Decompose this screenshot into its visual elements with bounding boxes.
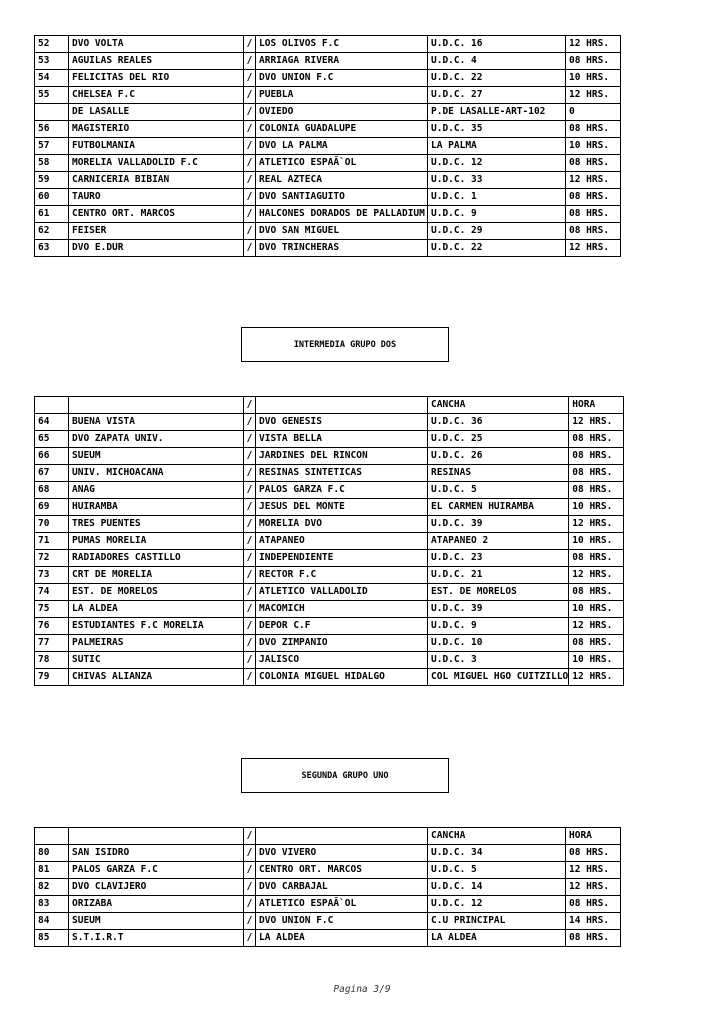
field-name: CANCHA — [428, 397, 569, 414]
table-row — [35, 431, 624, 448]
table-row — [35, 465, 624, 482]
match-number: 67 — [35, 465, 69, 482]
home-team: UNIV. MICHOACANA — [69, 465, 244, 482]
match-time: 10 HRS. — [569, 499, 624, 516]
field-name: U.D.C. 4 — [428, 53, 566, 70]
separator: / — [244, 155, 256, 172]
home-team: HUIRAMBA — [69, 499, 244, 516]
separator: / — [244, 533, 256, 550]
match-time: 08 HRS. — [569, 465, 624, 482]
match-number: 53 — [35, 53, 69, 70]
field-name: U.D.C. 14 — [428, 879, 566, 896]
separator: / — [244, 189, 256, 206]
home-team: EST. DE MORELOS — [69, 584, 244, 601]
match-number: 63 — [35, 240, 69, 257]
field-name: U.D.C. 23 — [428, 550, 569, 567]
separator: / — [244, 87, 256, 104]
field-name: U.D.C. 39 — [428, 516, 569, 533]
field-name: U.D.C. 39 — [428, 601, 569, 618]
match-time: HORA — [566, 828, 621, 845]
field-name: LA ALDEA — [428, 930, 566, 947]
table-row — [35, 223, 621, 240]
match-number: 62 — [35, 223, 69, 240]
separator: / — [244, 669, 256, 686]
table-row — [35, 155, 621, 172]
match-number: 54 — [35, 70, 69, 87]
match-number: 64 — [35, 414, 69, 431]
match-number: 78 — [35, 652, 69, 669]
field-name: U.D.C. 16 — [428, 36, 566, 53]
match-number: 59 — [35, 172, 69, 189]
match-time: 08 HRS. — [569, 550, 624, 567]
field-name: U.D.C. 22 — [428, 70, 566, 87]
field-name: U.D.C. 35 — [428, 121, 566, 138]
home-team: CRT DE MORELIA — [69, 567, 244, 584]
match-time: 08 HRS. — [566, 845, 621, 862]
away-team: PALOS GARZA F.C — [256, 482, 428, 499]
table-row — [35, 172, 621, 189]
away-team: LOS OLIVOS F.C — [256, 36, 428, 53]
field-name: EL CARMEN HUIRAMBA — [428, 499, 569, 516]
table-row — [35, 70, 621, 87]
home-team: TRES PUENTES — [69, 516, 244, 533]
away-team — [256, 397, 428, 414]
home-team: DVO CLAVIJERO — [69, 879, 244, 896]
separator: / — [244, 206, 256, 223]
field-name: U.D.C. 10 — [428, 635, 569, 652]
home-team: MORELIA VALLADOLID F.C — [69, 155, 244, 172]
table-row — [35, 845, 621, 862]
match-time: 12 HRS. — [566, 862, 621, 879]
table-row — [35, 635, 624, 652]
match-number: 83 — [35, 896, 69, 913]
match-time: 08 HRS. — [566, 206, 621, 223]
away-team: DVO UNION F.C — [256, 70, 428, 87]
separator: / — [244, 414, 256, 431]
section-title-segunda: SEGUNDA GRUPO UNO — [241, 758, 449, 793]
field-name: U.D.C. 5 — [428, 862, 566, 879]
home-team: DVO E.DUR — [69, 240, 244, 257]
table-row — [35, 533, 624, 550]
away-team: DVO CARBAJAL — [256, 879, 428, 896]
separator: / — [244, 397, 256, 414]
separator: / — [244, 431, 256, 448]
match-number: 76 — [35, 618, 69, 635]
home-team: CHIVAS ALIANZA — [69, 669, 244, 686]
match-time: 12 HRS. — [569, 567, 624, 584]
match-number: 70 — [35, 516, 69, 533]
match-time: 10 HRS. — [569, 601, 624, 618]
separator: / — [244, 584, 256, 601]
field-name: ATAPANEO 2 — [428, 533, 569, 550]
match-number: 61 — [35, 206, 69, 223]
match-number: 65 — [35, 431, 69, 448]
home-team: CENTRO ORT. MARCOS — [69, 206, 244, 223]
away-team: JARDINES DEL RINCON — [256, 448, 428, 465]
away-team: COLONIA MIGUEL HIDALGO — [256, 669, 428, 686]
table-row — [35, 618, 624, 635]
table-row — [35, 448, 624, 465]
table-header-row — [35, 397, 624, 414]
match-number: 81 — [35, 862, 69, 879]
match-time: 12 HRS. — [569, 414, 624, 431]
home-team: ANAG — [69, 482, 244, 499]
table-row — [35, 189, 621, 206]
away-team: ATLETICO ESPAÃ`OL — [256, 155, 428, 172]
table-row — [35, 414, 624, 431]
match-time: 08 HRS. — [566, 155, 621, 172]
home-team: FUTBOLMANIA — [69, 138, 244, 155]
away-team: DEPOR C.F — [256, 618, 428, 635]
match-time: 10 HRS. — [566, 138, 621, 155]
match-time: 08 HRS. — [569, 635, 624, 652]
home-team: DVO VOLTA — [69, 36, 244, 53]
separator: / — [244, 828, 256, 845]
field-name: LA PALMA — [428, 138, 566, 155]
home-team: PALMEIRAS — [69, 635, 244, 652]
match-time: 08 HRS. — [566, 223, 621, 240]
home-team: SUEUM — [69, 448, 244, 465]
match-time: 14 HRS. — [566, 913, 621, 930]
match-number: 80 — [35, 845, 69, 862]
field-name: U.D.C. 12 — [428, 155, 566, 172]
table-row — [35, 121, 621, 138]
separator: / — [244, 601, 256, 618]
match-time: 08 HRS. — [569, 482, 624, 499]
home-team: S.T.I.R.T — [69, 930, 244, 947]
table-row — [35, 482, 624, 499]
separator: / — [244, 499, 256, 516]
table-header-row — [35, 828, 621, 845]
table-row — [35, 669, 624, 686]
home-team: DE LASALLE — [69, 104, 244, 121]
table-row — [35, 87, 621, 104]
separator: / — [244, 550, 256, 567]
match-time: 10 HRS. — [569, 652, 624, 669]
match-number: 57 — [35, 138, 69, 155]
separator: / — [244, 172, 256, 189]
away-team: CENTRO ORT. MARCOS — [256, 862, 428, 879]
away-team: ATLETICO VALLADOLID — [256, 584, 428, 601]
table-row — [35, 584, 624, 601]
match-number: 58 — [35, 155, 69, 172]
match-number: 84 — [35, 913, 69, 930]
away-team: MORELIA DVO — [256, 516, 428, 533]
match-time: 08 HRS. — [566, 189, 621, 206]
match-number — [35, 104, 69, 121]
field-name: U.D.C. 27 — [428, 87, 566, 104]
match-time: 12 HRS. — [566, 240, 621, 257]
home-team: PALOS GARZA F.C — [69, 862, 244, 879]
away-team: OVIEDO — [256, 104, 428, 121]
table-row — [35, 550, 624, 567]
match-number: 85 — [35, 930, 69, 947]
home-team: SAN ISIDRO — [69, 845, 244, 862]
match-number — [35, 828, 69, 845]
away-team: LA ALDEA — [256, 930, 428, 947]
separator: / — [244, 138, 256, 155]
section-title-intermedia: INTERMEDIA GRUPO DOS — [241, 327, 449, 362]
match-number: 55 — [35, 87, 69, 104]
away-team: MACOMICH — [256, 601, 428, 618]
match-number: 79 — [35, 669, 69, 686]
field-name: U.D.C. 12 — [428, 896, 566, 913]
match-time: 0 — [566, 104, 621, 121]
home-team: DVO ZAPATA UNIV. — [69, 431, 244, 448]
home-team: PUMAS MORELIA — [69, 533, 244, 550]
away-team: DVO SANTIAGUITO — [256, 189, 428, 206]
field-name: U.D.C. 36 — [428, 414, 569, 431]
separator: / — [244, 53, 256, 70]
table-row — [35, 930, 621, 947]
home-team — [69, 828, 244, 845]
home-team: LA ALDEA — [69, 601, 244, 618]
separator: / — [244, 516, 256, 533]
separator: / — [244, 635, 256, 652]
home-team: ESTUDIANTES F.C MORELIA — [69, 618, 244, 635]
home-team: SUEUM — [69, 913, 244, 930]
separator: / — [244, 618, 256, 635]
table-row — [35, 879, 621, 896]
field-name: U.D.C. 1 — [428, 189, 566, 206]
separator: / — [244, 482, 256, 499]
field-name: CANCHA — [428, 828, 566, 845]
home-team: RADIADORES CASTILLO — [69, 550, 244, 567]
away-team: PUEBLA — [256, 87, 428, 104]
away-team: COLONIA GUADALUPE — [256, 121, 428, 138]
away-team: DVO ZIMPANIO — [256, 635, 428, 652]
home-team: FELICITAS DEL RIO — [69, 70, 244, 87]
field-name: U.D.C. 5 — [428, 482, 569, 499]
fixtures-table-3 — [34, 827, 621, 947]
match-number: 71 — [35, 533, 69, 550]
away-team: DVO GENESIS — [256, 414, 428, 431]
home-team: BUENA VISTA — [69, 414, 244, 431]
away-team: RECTOR F.C — [256, 567, 428, 584]
separator: / — [244, 652, 256, 669]
match-number: 68 — [35, 482, 69, 499]
field-name: EST. DE MORELOS — [428, 584, 569, 601]
field-name: U.D.C. 9 — [428, 618, 569, 635]
match-time: 12 HRS. — [566, 172, 621, 189]
field-name: COL MIGUEL HGO CUITZILLO — [428, 669, 569, 686]
field-name: U.D.C. 22 — [428, 240, 566, 257]
away-team: DVO LA PALMA — [256, 138, 428, 155]
match-number: 66 — [35, 448, 69, 465]
away-team: DVO VIVERO — [256, 845, 428, 862]
home-team — [69, 397, 244, 414]
separator: / — [244, 36, 256, 53]
match-time: 08 HRS. — [569, 431, 624, 448]
match-number: 77 — [35, 635, 69, 652]
match-time: 08 HRS. — [566, 53, 621, 70]
separator: / — [244, 567, 256, 584]
away-team: DVO UNION F.C — [256, 913, 428, 930]
away-team: ATAPANEO — [256, 533, 428, 550]
field-name: C.U PRINCIPAL — [428, 913, 566, 930]
page-number: Pagina 3/9 — [333, 984, 391, 995]
match-time: 12 HRS. — [566, 36, 621, 53]
separator: / — [244, 896, 256, 913]
away-team: JESUS DEL MONTE — [256, 499, 428, 516]
away-team: HALCONES DORADOS DE PALLADIUM — [256, 206, 428, 223]
away-team: VISTA BELLA — [256, 431, 428, 448]
match-time: 08 HRS. — [566, 930, 621, 947]
match-time: 10 HRS. — [566, 70, 621, 87]
separator: / — [244, 930, 256, 947]
match-number: 82 — [35, 879, 69, 896]
away-team: JALISCO — [256, 652, 428, 669]
match-number: 69 — [35, 499, 69, 516]
home-team: MAGISTERIO — [69, 121, 244, 138]
table-row — [35, 240, 621, 257]
separator: / — [244, 879, 256, 896]
field-name: P.DE LASALLE-ART-102 — [428, 104, 566, 121]
field-name: U.D.C. 9 — [428, 206, 566, 223]
match-number: 74 — [35, 584, 69, 601]
home-team: ORIZABA — [69, 896, 244, 913]
table-row — [35, 206, 621, 223]
separator: / — [244, 240, 256, 257]
match-time: 12 HRS. — [569, 669, 624, 686]
separator: / — [244, 448, 256, 465]
match-number: 56 — [35, 121, 69, 138]
fixtures-table-2 — [34, 396, 624, 686]
field-name: U.D.C. 21 — [428, 567, 569, 584]
home-team: AGUILAS REALES — [69, 53, 244, 70]
away-team: REAL AZTECA — [256, 172, 428, 189]
match-time: 08 HRS. — [569, 448, 624, 465]
field-name: U.D.C. 29 — [428, 223, 566, 240]
separator: / — [244, 70, 256, 87]
table-row — [35, 567, 624, 584]
table-row — [35, 896, 621, 913]
separator: / — [244, 913, 256, 930]
table-row — [35, 913, 621, 930]
match-time: 08 HRS. — [566, 896, 621, 913]
field-name: U.D.C. 25 — [428, 431, 569, 448]
separator: / — [244, 862, 256, 879]
home-team: TAURO — [69, 189, 244, 206]
separator: / — [244, 121, 256, 138]
separator: / — [244, 465, 256, 482]
match-time: 12 HRS. — [569, 618, 624, 635]
table-row — [35, 862, 621, 879]
fixtures-table-1 — [34, 35, 621, 257]
table-row — [35, 516, 624, 533]
match-time: 10 HRS. — [569, 533, 624, 550]
match-number: 72 — [35, 550, 69, 567]
match-time: HORA — [569, 397, 624, 414]
home-team: CARNICERIA BIBIAN — [69, 172, 244, 189]
match-time: 12 HRS. — [569, 516, 624, 533]
table-row — [35, 138, 621, 155]
away-team: DVO SAN MIGUEL — [256, 223, 428, 240]
table-row — [35, 499, 624, 516]
field-name: U.D.C. 3 — [428, 652, 569, 669]
table-row — [35, 53, 621, 70]
home-team: CHELSEA F.C — [69, 87, 244, 104]
table-row — [35, 36, 621, 53]
table-row — [35, 601, 624, 618]
field-name: U.D.C. 34 — [428, 845, 566, 862]
field-name: RESINAS — [428, 465, 569, 482]
match-time: 08 HRS. — [569, 584, 624, 601]
match-number: 52 — [35, 36, 69, 53]
away-team: INDEPENDIENTE — [256, 550, 428, 567]
away-team: DVO TRINCHERAS — [256, 240, 428, 257]
away-team: RESINAS SINTETICAS — [256, 465, 428, 482]
field-name: U.D.C. 33 — [428, 172, 566, 189]
away-team: ARRIAGA RIVERA — [256, 53, 428, 70]
match-number — [35, 397, 69, 414]
home-team: SUTIC — [69, 652, 244, 669]
match-number: 75 — [35, 601, 69, 618]
separator: / — [244, 845, 256, 862]
home-team: FEISER — [69, 223, 244, 240]
match-time: 12 HRS. — [566, 87, 621, 104]
match-number: 73 — [35, 567, 69, 584]
match-time: 12 HRS. — [566, 879, 621, 896]
separator: / — [244, 104, 256, 121]
separator: / — [244, 223, 256, 240]
away-team — [256, 828, 428, 845]
table-row — [35, 652, 624, 669]
match-time: 08 HRS. — [566, 121, 621, 138]
table-row — [35, 104, 621, 121]
field-name: U.D.C. 26 — [428, 448, 569, 465]
match-number: 60 — [35, 189, 69, 206]
away-team: ATLETICO ESPAÃ`OL — [256, 896, 428, 913]
